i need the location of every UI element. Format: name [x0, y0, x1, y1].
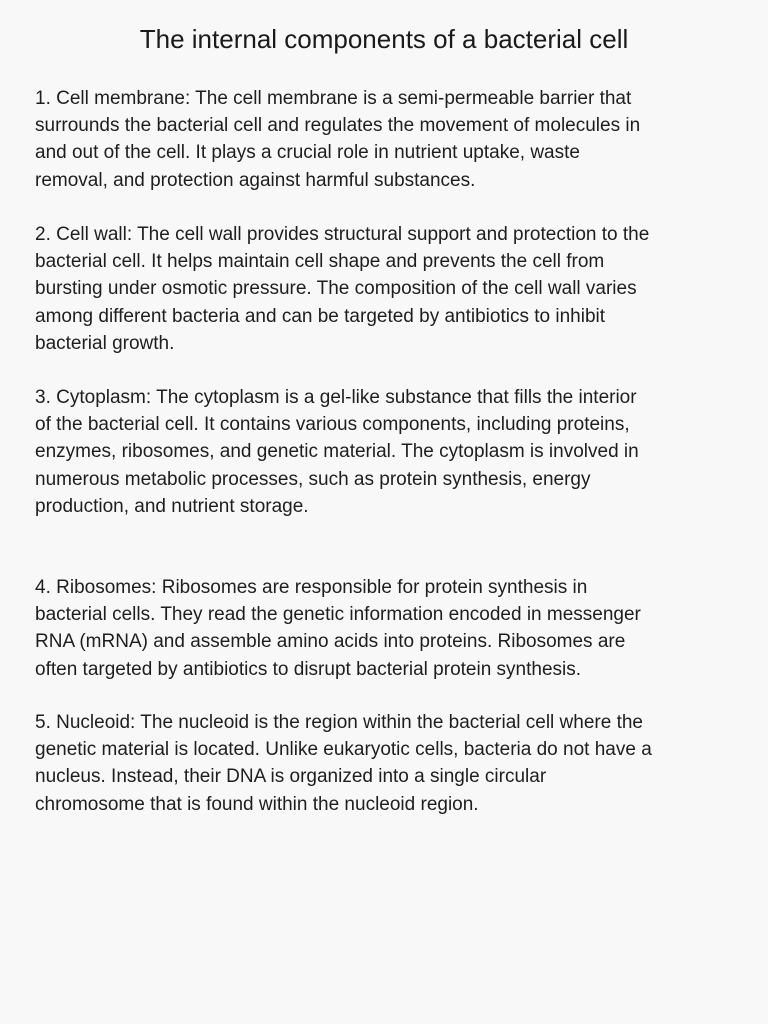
text-line: bacterial growth.: [35, 332, 175, 354]
section-cell-membrane: [35, 85, 735, 194]
section-cell-wall: [35, 221, 735, 357]
section-nucleoid: [35, 709, 735, 818]
text-line: 1. Cell membrane: The cell membrane is a semi-permeable barrier that: [35, 88, 632, 109]
text-line: RNA (mRNA) and assemble amino acids into proteins. Ribosomes are: [35, 631, 626, 653]
text-line: 5. Nucleoid: The nucleoid is the region within the bacterial cell where the: [35, 712, 643, 733]
text-line: of the bacterial cell. It contains various components, including proteins,: [35, 414, 630, 436]
section-ribosomes: [35, 574, 735, 683]
text-line: production, and nutrient storage.: [35, 495, 309, 517]
text-line: often targeted by antibiotics to disrupt bacterial protein synthesis.: [35, 658, 582, 680]
text-line: bursting under osmotic pressure. The composition of the cell wall varies: [35, 278, 637, 300]
text-line: 3. Cytoplasm: The cytoplasm is a gel-like substance that fills the interior: [35, 387, 637, 408]
text-line: among different bacteria and can be targeted by antibiotics to inhibit: [35, 305, 606, 327]
text-line: bacterial cells. They read the genetic information encoded in messenger: [35, 604, 641, 626]
text-line: chromosome that is found within the nucleoid region.: [35, 793, 479, 815]
text-line: surrounds the bacterial cell and regulates the movement of molecules in: [35, 115, 641, 137]
text-line: genetic material is located. Unlike eukaryotic cells, bacteria do not have a: [35, 739, 652, 761]
text-line: numerous metabolic processes, such as protein synthesis, energy: [35, 468, 591, 490]
text-line: 2. Cell wall: The cell wall provides structural support and protection to the: [35, 224, 650, 245]
text-line: and out of the cell. It plays a crucial role in nutrient uptake, waste: [35, 142, 580, 164]
text-line: bacterial cell. It helps maintain cell shape and prevents the cell from: [35, 251, 605, 273]
text-line: removal, and protection against harmful substances.: [35, 169, 476, 191]
document-title: The internal components of a bacterial cell: [139, 24, 629, 54]
section-cytoplasm: [35, 384, 735, 520]
text-line: nucleus. Instead, their DNA is organized into a single circular: [35, 766, 547, 788]
text-line: enzymes, ribosomes, and genetic material. The cytoplasm is involved in: [35, 441, 639, 463]
text-line: 4. Ribosomes: Ribosomes are responsible for protein synthesis in: [35, 577, 588, 598]
